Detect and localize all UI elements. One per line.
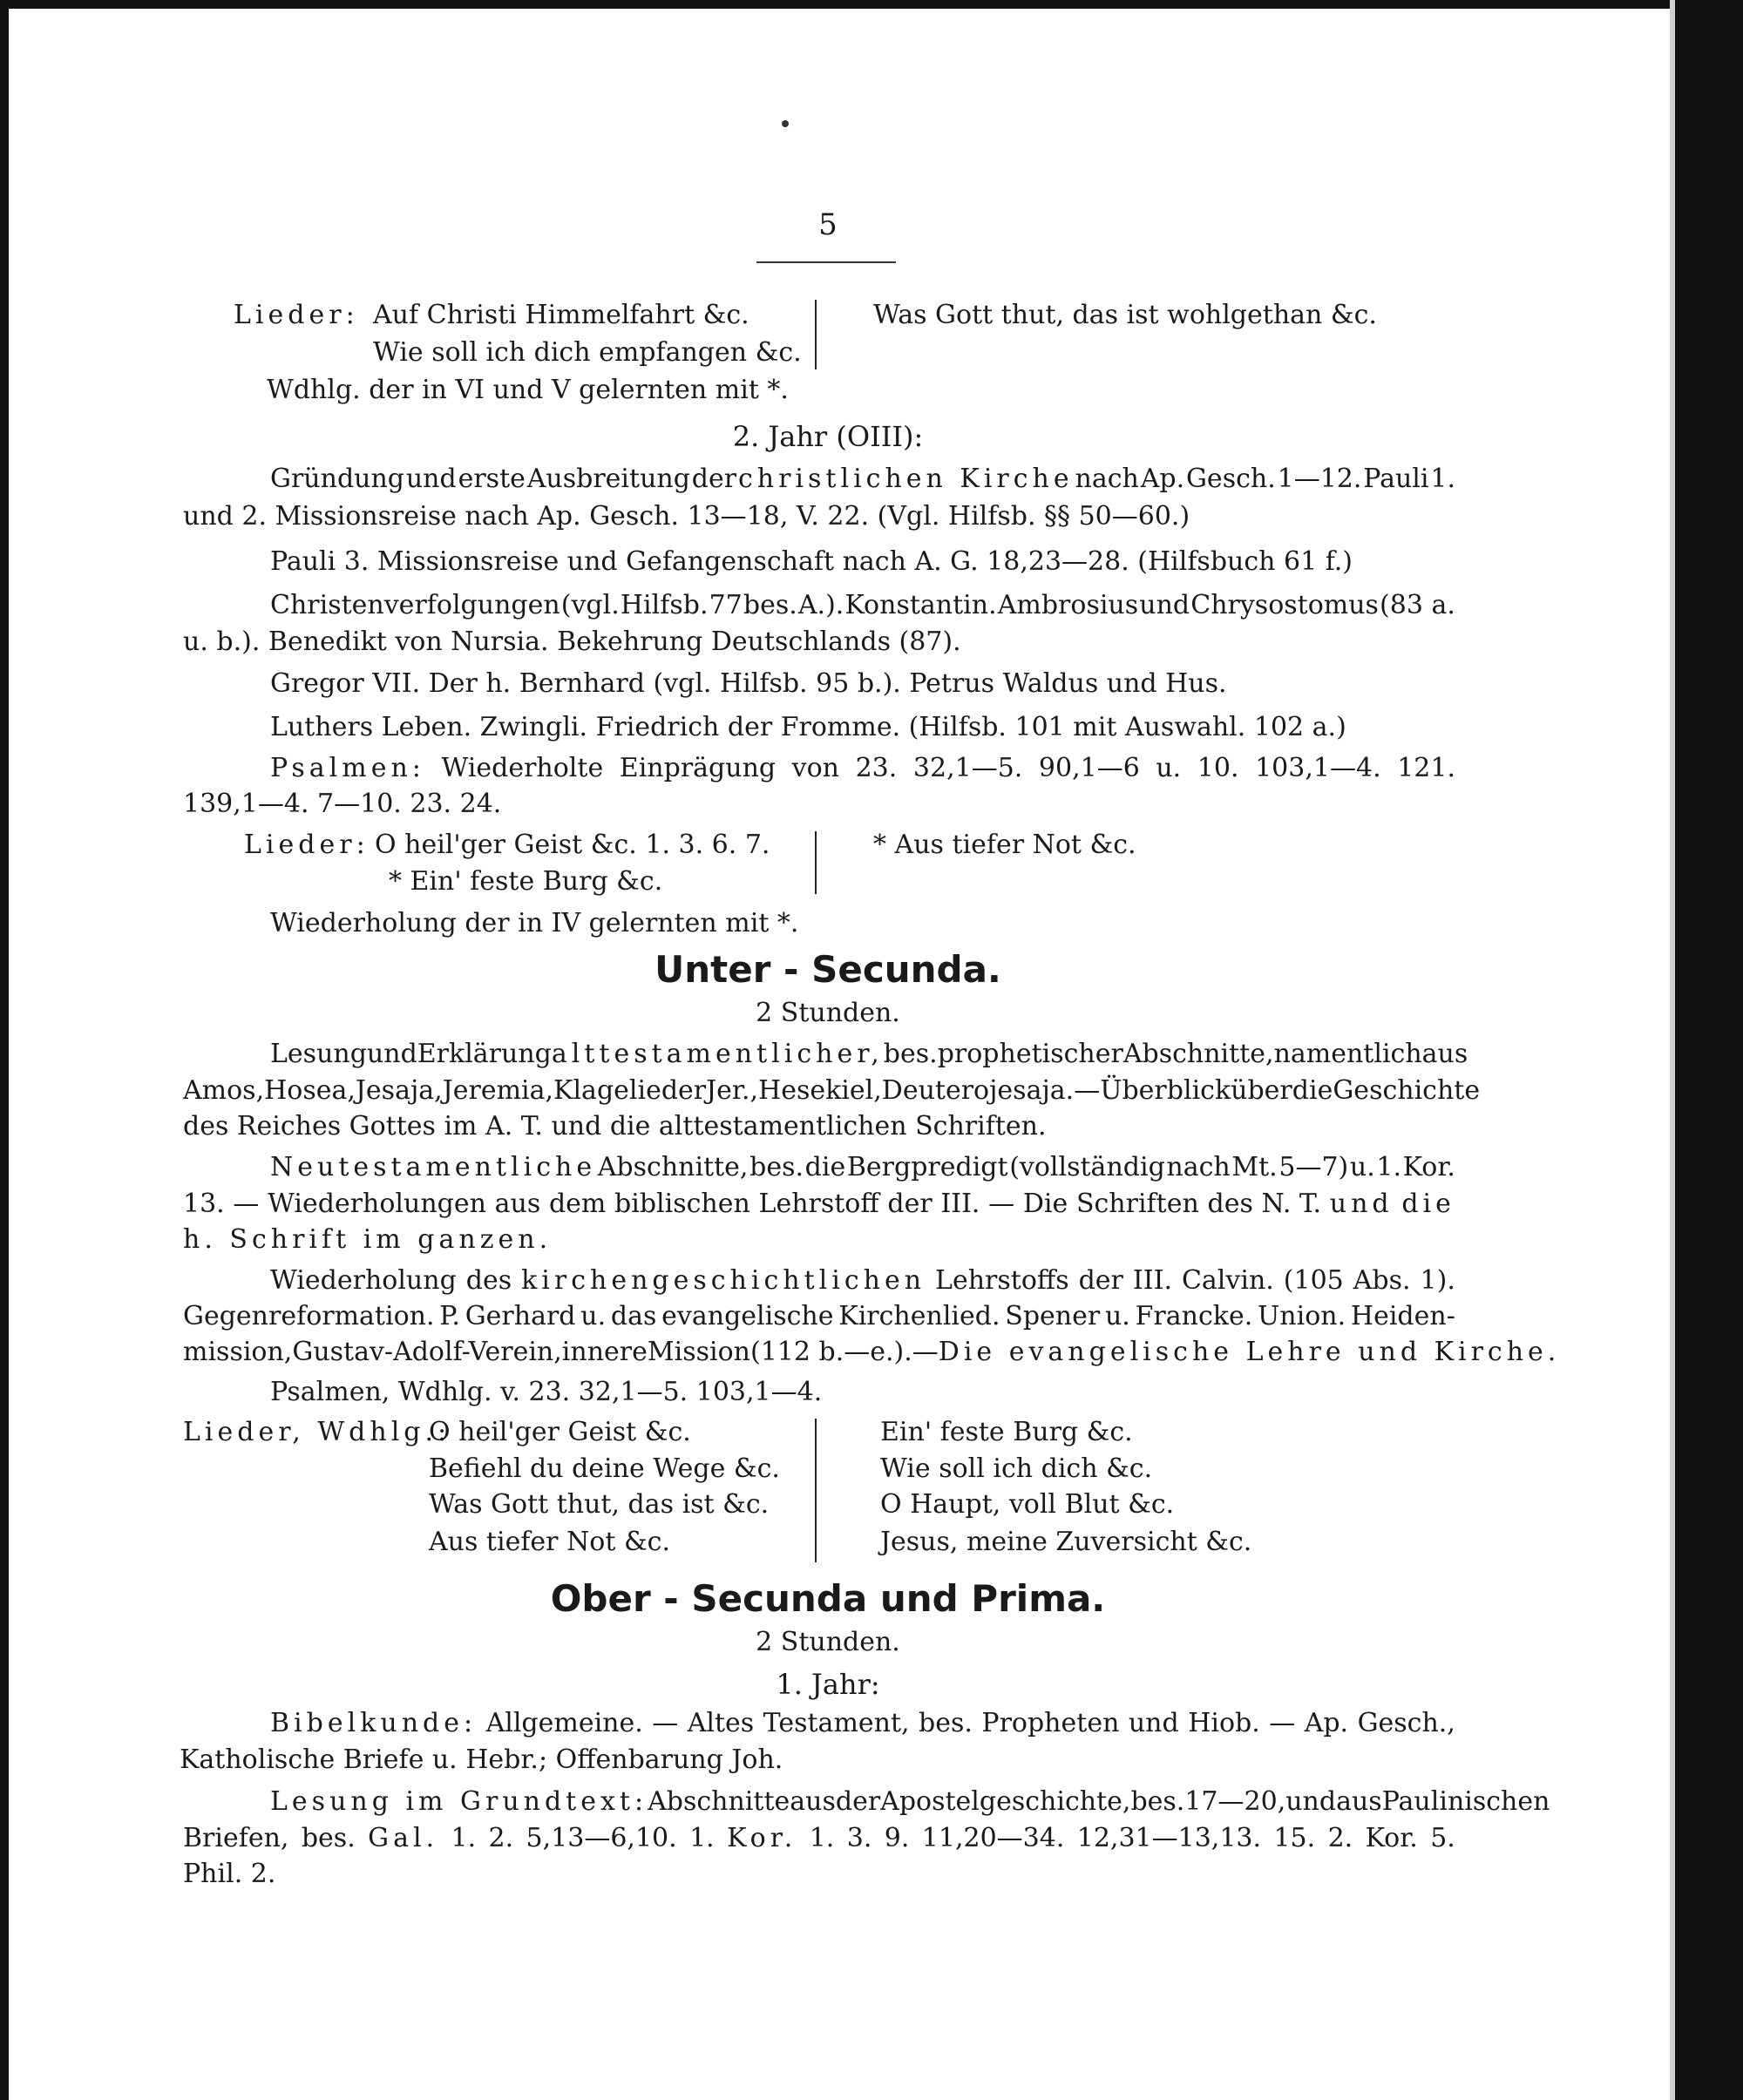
word: der bbox=[691, 464, 737, 494]
word: Spener bbox=[1005, 1301, 1101, 1331]
word: kirchengeschichtlichen bbox=[521, 1265, 926, 1296]
word: Wiederholte bbox=[441, 753, 604, 783]
word: biblischen bbox=[614, 1189, 750, 1219]
word: Wiederholung bbox=[270, 1265, 457, 1296]
lied-item: Ein' feste Burg &c. bbox=[880, 1417, 1133, 1447]
word: (105 bbox=[1283, 1265, 1344, 1296]
word: 11,20—34. bbox=[921, 1823, 1065, 1853]
text-line bbox=[183, 1821, 1455, 1856]
word: aus bbox=[494, 1189, 541, 1219]
word: die bbox=[804, 1152, 846, 1182]
word: Kor. bbox=[1402, 1152, 1455, 1182]
word: die bbox=[1401, 1189, 1455, 1219]
word: 1. bbox=[689, 1823, 715, 1853]
word: Die evangelische Lehre und Kirche. bbox=[938, 1337, 1561, 1367]
word: Ausbreitung bbox=[526, 464, 690, 494]
word: Gesch., bbox=[1357, 1708, 1455, 1738]
word: die bbox=[1292, 1075, 1333, 1106]
word: (vollständig bbox=[1009, 1152, 1165, 1182]
word: 5,13—6,10. bbox=[526, 1823, 677, 1853]
word: Gustav-Adolf-Verein, bbox=[292, 1337, 562, 1367]
word: und bbox=[1139, 590, 1190, 620]
word: Abschnitte, bbox=[1122, 1039, 1274, 1069]
lied-item: * Aus tiefer Not &c. bbox=[873, 830, 1136, 860]
text-line bbox=[183, 1335, 1561, 1370]
word: von bbox=[791, 753, 840, 783]
word: 17—20, bbox=[1184, 1786, 1286, 1817]
word: Lehrstoff bbox=[758, 1189, 879, 1219]
word: 5. bbox=[1430, 1823, 1455, 1853]
word: 1). bbox=[1420, 1265, 1455, 1296]
word: namentlich bbox=[1273, 1039, 1422, 1069]
word: Mt. bbox=[1231, 1152, 1278, 1182]
word: aus bbox=[790, 1786, 836, 1817]
word: Jer., bbox=[706, 1075, 759, 1106]
word: des bbox=[1207, 1189, 1253, 1219]
word: Christenverfolgungen bbox=[270, 590, 560, 620]
text-line: des Reiches Gottes im A. T. und die alttestamentlichen Schriften. bbox=[183, 1111, 1047, 1141]
word: nach bbox=[1166, 1152, 1231, 1182]
word: Lesung bbox=[270, 1039, 367, 1069]
lied-item: Befiehl du deine Wege &c. bbox=[429, 1453, 780, 1484]
lied-item: * Ein' feste Burg &c. bbox=[389, 866, 663, 897]
word: 103,1—4. bbox=[1255, 753, 1381, 783]
word: alttestamentlicher, bbox=[551, 1039, 884, 1069]
page-number: 5 bbox=[818, 207, 838, 242]
lied-item: Was Gott thut, das ist &c. bbox=[429, 1489, 770, 1520]
word: aus bbox=[1421, 1039, 1468, 1069]
word: und bbox=[1329, 1189, 1394, 1219]
word: prophetischer bbox=[937, 1039, 1123, 1069]
word: III. bbox=[1132, 1265, 1172, 1296]
word: Gründung bbox=[270, 464, 404, 494]
word: 1. bbox=[1430, 464, 1455, 494]
word: Ambrosius bbox=[997, 590, 1139, 620]
word: innere bbox=[561, 1337, 648, 1367]
word: 13. bbox=[183, 1189, 225, 1219]
word: Gal. bbox=[368, 1823, 439, 1853]
word: Überblick bbox=[1100, 1075, 1231, 1106]
word: bes. bbox=[1130, 1786, 1185, 1817]
year-heading: 1. Jahr: bbox=[776, 1668, 880, 1701]
word: Jesaja, bbox=[355, 1075, 443, 1106]
scan-border-right bbox=[1675, 0, 1743, 2100]
text-line: Psalmen, Wdhlg. v. 23. 32,1—5. 103,1—4. bbox=[270, 1377, 823, 1407]
text-line bbox=[270, 1037, 1468, 1072]
word: 32,1—5. bbox=[912, 753, 1023, 783]
word: Abschnitte, bbox=[597, 1152, 749, 1182]
word: Amos, bbox=[183, 1075, 265, 1106]
word: Union. bbox=[1258, 1301, 1346, 1331]
word: Lesung im Grundtext: bbox=[270, 1786, 648, 1817]
word: 1—12. bbox=[1277, 464, 1362, 494]
word: Hilfsb. bbox=[620, 590, 709, 620]
lied-item: Wie soll ich dich &c. bbox=[880, 1453, 1153, 1484]
text-line: u. b.). Benedikt von Nursia. Bekehrung Deutschlands (87). bbox=[183, 627, 961, 657]
word: Pauli bbox=[1363, 464, 1429, 494]
lied-item: Aus tiefer Not &c. bbox=[429, 1527, 671, 1557]
word: Ap. bbox=[1304, 1708, 1349, 1738]
lied-item: O Haupt, voll Blut &c. bbox=[880, 1489, 1175, 1520]
word: Allgemeine. bbox=[485, 1708, 643, 1738]
word: über bbox=[1231, 1075, 1292, 1106]
word: Erklärung bbox=[417, 1039, 552, 1069]
column-divider bbox=[815, 831, 817, 894]
word: Briefen, bbox=[183, 1823, 289, 1853]
word: — bbox=[233, 1189, 260, 1219]
text-line: Luthers Leben. Zwingli. Friedrich der Fromme. (Hilfsb. 101 mit Auswahl. 102 a.) bbox=[270, 712, 1346, 742]
word: der bbox=[1078, 1265, 1123, 1296]
text-line bbox=[183, 1074, 1481, 1108]
word: Konstantin. bbox=[844, 590, 997, 620]
word: Deuterojesaja. bbox=[881, 1075, 1075, 1106]
scan-border-left bbox=[0, 0, 9, 2100]
word: Bergpredigt bbox=[846, 1152, 1008, 1182]
text-line bbox=[270, 1706, 1455, 1741]
lied-item: O heil'ger Geist &c. bbox=[429, 1417, 691, 1447]
word: (83 a. bbox=[1380, 590, 1455, 620]
word: Francke. bbox=[1135, 1301, 1253, 1331]
text-line bbox=[270, 588, 1455, 623]
scan-border-top bbox=[0, 0, 1743, 9]
hours-note: 2 Stunden. bbox=[756, 998, 900, 1028]
text-line: und 2. Missionsreise nach Ap. Gesch. 13—18, V. 22. (Vgl. Hilfsb. §§ 50—60.) bbox=[183, 501, 1190, 532]
word: u. bbox=[580, 1301, 607, 1331]
word: Gegenreformation. bbox=[183, 1301, 435, 1331]
word: Testament, bbox=[763, 1708, 910, 1738]
word: nach bbox=[1075, 464, 1139, 494]
word: u. bbox=[1349, 1152, 1375, 1182]
word: bes. bbox=[301, 1823, 356, 1853]
word: Propheten bbox=[981, 1708, 1120, 1738]
word: 1. bbox=[1376, 1152, 1402, 1182]
word: 2. bbox=[1327, 1823, 1353, 1853]
word: christlichen Kirche bbox=[737, 464, 1074, 494]
word: und bbox=[1285, 1786, 1337, 1817]
word: dem bbox=[548, 1189, 607, 1219]
document-page bbox=[9, 9, 1670, 2100]
text-line: Phil. 2. bbox=[183, 1859, 276, 1889]
word: Bibelkunde: bbox=[270, 1708, 478, 1738]
word: 1. bbox=[809, 1823, 835, 1853]
lied-item: Jesus, meine Zuversicht &c. bbox=[880, 1527, 1252, 1557]
column-divider bbox=[815, 300, 817, 369]
word: 15. bbox=[1273, 1823, 1316, 1853]
wiederholung-note: Wiederholung der in IV gelernten mit *. bbox=[270, 908, 799, 938]
wiederholung-note: Wdhlg. der in VI und V gelernten mit *. bbox=[267, 375, 789, 405]
word: 3. bbox=[846, 1823, 872, 1853]
word: Psalmen: bbox=[270, 753, 425, 783]
text-line bbox=[270, 462, 1455, 497]
text-line bbox=[183, 1299, 1455, 1334]
text-line bbox=[270, 1263, 1455, 1298]
lied-item: O heil'ger Geist &c. 1. 3. 6. 7. bbox=[375, 830, 770, 860]
word: Kor. bbox=[1365, 1823, 1418, 1853]
word: bes. bbox=[883, 1039, 938, 1069]
word: — bbox=[652, 1708, 679, 1738]
word: und bbox=[1128, 1708, 1179, 1738]
lieder-label: Lieder: bbox=[244, 830, 370, 860]
word: mission, bbox=[183, 1337, 293, 1367]
word: — bbox=[1074, 1075, 1101, 1106]
word: aus bbox=[1336, 1786, 1382, 1817]
word: Ap. bbox=[1140, 464, 1185, 494]
word: Hiob. bbox=[1188, 1708, 1260, 1738]
word: erste bbox=[458, 464, 526, 494]
lieder-label: Lieder: bbox=[234, 300, 359, 330]
word: evangelische bbox=[661, 1301, 834, 1331]
text-line: 139,1—4. 7—10. 23. 24. bbox=[183, 789, 502, 819]
word: Wiederholungen bbox=[268, 1189, 486, 1219]
word: 121. bbox=[1397, 753, 1455, 783]
word: u. bbox=[1104, 1301, 1130, 1331]
word: Klagelieder bbox=[553, 1075, 707, 1106]
word: 2. bbox=[488, 1823, 514, 1853]
word: Abs. bbox=[1353, 1265, 1411, 1296]
word: Calvin. bbox=[1181, 1265, 1274, 1296]
word: Hosea, bbox=[264, 1075, 356, 1106]
word: 77 bbox=[709, 590, 743, 620]
page-number-rule bbox=[756, 261, 896, 263]
word: Neutestamentliche bbox=[270, 1152, 597, 1182]
word: Apostelgeschichte, bbox=[880, 1786, 1131, 1817]
text-line: Gregor VII. Der h. Bernhard (vgl. Hilfsb. 95 b.). Petrus Waldus und Hus. bbox=[270, 668, 1227, 699]
word: und bbox=[405, 464, 457, 494]
word: Schriften bbox=[1075, 1189, 1199, 1219]
word: — bbox=[912, 1337, 939, 1367]
lieder-label: Lieder, Wdhlg.: bbox=[183, 1417, 451, 1447]
word: des bbox=[465, 1265, 512, 1296]
word: und bbox=[366, 1039, 417, 1069]
text-line: Katholische Briefe u. Hebr.; Offenbarung Joh. bbox=[180, 1744, 783, 1775]
word: Paulinischen bbox=[1381, 1786, 1550, 1817]
text-line bbox=[183, 1187, 1455, 1222]
word: Chrysostomus bbox=[1190, 590, 1379, 620]
word: Lehrstoffs bbox=[935, 1265, 1069, 1296]
word: Abschnitte bbox=[648, 1786, 790, 1817]
word: 1. bbox=[451, 1823, 477, 1853]
word: Einprägung bbox=[619, 753, 777, 783]
word: 12,31—13,13. bbox=[1076, 1823, 1262, 1853]
lied-item: Auf Christi Himmelfahrt &c. bbox=[373, 300, 749, 330]
word: Geschichte bbox=[1333, 1075, 1481, 1106]
word: A.). bbox=[797, 590, 844, 620]
word: 5—7) bbox=[1278, 1152, 1349, 1182]
word: Die bbox=[1022, 1189, 1068, 1219]
word: — bbox=[1269, 1708, 1296, 1738]
word: der bbox=[887, 1189, 933, 1219]
word: III. bbox=[940, 1189, 980, 1219]
word: 90,1—6 bbox=[1038, 753, 1140, 783]
word: Kor. bbox=[727, 1823, 797, 1853]
word: u. bbox=[1156, 753, 1182, 783]
word: bes. bbox=[743, 590, 797, 620]
word: Mission bbox=[647, 1337, 750, 1367]
column-divider bbox=[815, 1419, 817, 1562]
word: 10. bbox=[1197, 753, 1239, 783]
section-heading: 2. Jahr (OIII): bbox=[732, 420, 924, 453]
word: (112 b.—e.). bbox=[749, 1337, 912, 1367]
word: — bbox=[988, 1189, 1015, 1219]
text-line: h. Schrift im ganzen. bbox=[183, 1224, 553, 1255]
word: Jeremia, bbox=[442, 1075, 554, 1106]
word: bes. bbox=[919, 1708, 973, 1738]
word: Hesekiel, bbox=[758, 1075, 882, 1106]
word: Gerhard bbox=[465, 1301, 576, 1331]
word: 23. bbox=[855, 753, 898, 783]
word: N. T. bbox=[1261, 1189, 1322, 1219]
word: Kirchenlied. bbox=[838, 1301, 1000, 1331]
word: Altes bbox=[687, 1708, 755, 1738]
text-line: Pauli 3. Missionsreise und Gefangenschaft nach A. G. 18,23—28. (Hilfsbuch 61 f.) bbox=[270, 546, 1353, 577]
hours-note: 2 Stunden. bbox=[756, 1627, 900, 1657]
word: 9. bbox=[884, 1823, 910, 1853]
lied-item: Was Gott thut, das ist wohlgethan &c. bbox=[873, 300, 1377, 330]
section-heading: Unter - Secunda. bbox=[654, 948, 1001, 991]
word: der bbox=[835, 1786, 881, 1817]
text-line bbox=[270, 1150, 1455, 1185]
lied-item: Wie soll ich dich empfangen &c. bbox=[373, 337, 802, 368]
word: das bbox=[610, 1301, 657, 1331]
section-heading: Ober - Secunda und Prima. bbox=[550, 1577, 1106, 1620]
word: (vgl. bbox=[560, 590, 620, 620]
word: Heiden- bbox=[1350, 1301, 1455, 1331]
word: Gesch. bbox=[1185, 464, 1276, 494]
word: P. bbox=[439, 1301, 460, 1331]
text-line bbox=[270, 1785, 1550, 1819]
ink-dot bbox=[782, 120, 789, 127]
text-line bbox=[270, 751, 1455, 786]
word: bes. bbox=[749, 1152, 804, 1182]
